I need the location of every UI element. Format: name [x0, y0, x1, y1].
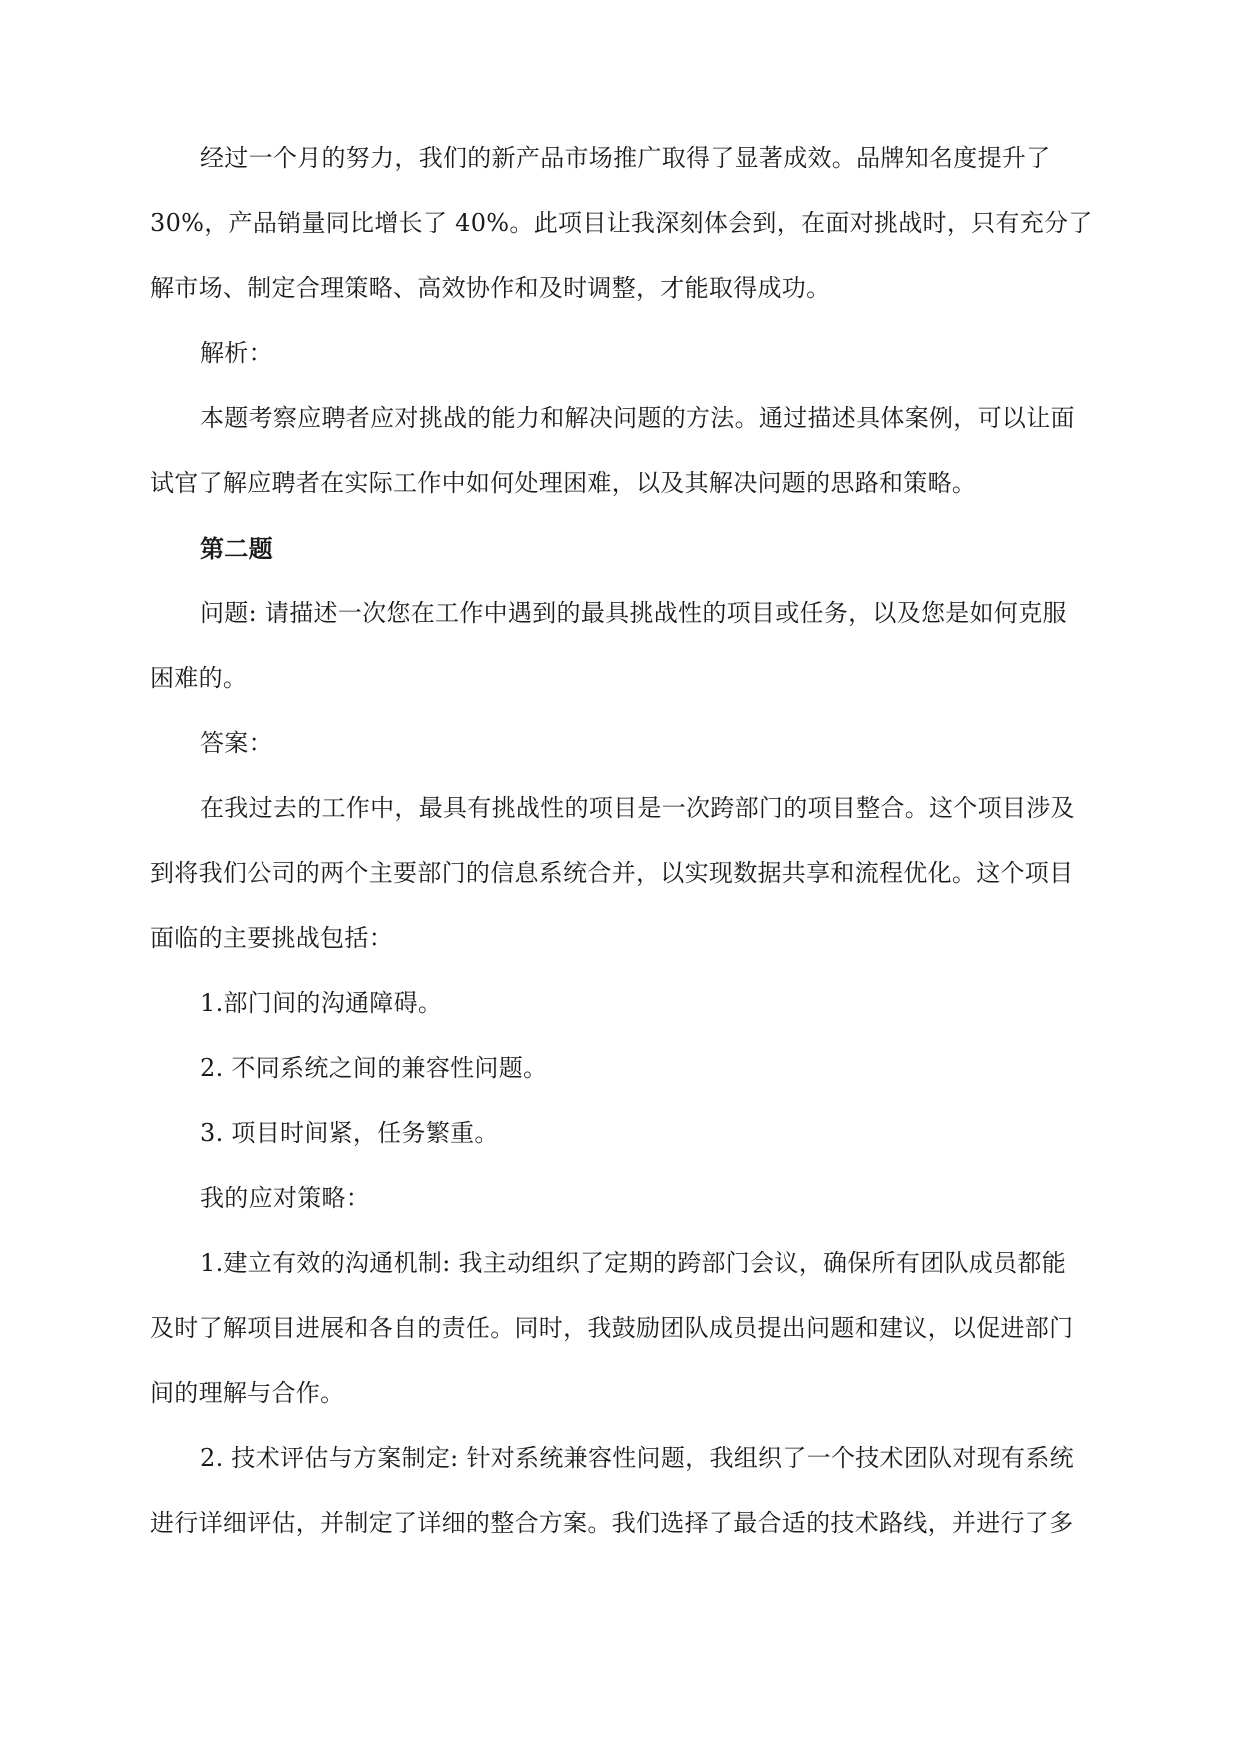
question-line: 问题: 请描述一次您在工作中遇到的最具挑战性的项目或任务，以及您是如何克服	[200, 599, 1067, 627]
paragraph-line: 30%，产品销量同比增长了 40%。此项目让我深刻体会到，在面对挑战时，只有充分了	[150, 209, 1093, 237]
question-heading: 第二题	[200, 534, 273, 563]
question-line: 困难的。	[150, 664, 248, 692]
section-label-analysis: 解析：	[200, 339, 273, 367]
list-item: 2. 不同系统之间的兼容性问题。	[200, 1054, 548, 1082]
paragraph-line: 进行详细评估，并制定了详细的整合方案。我们选择了最合适的技术路线，并进行了多	[150, 1509, 1074, 1537]
paragraph-line: 到将我们公司的两个主要部门的信息系统合并，以实现数据共享和流程优化。这个项目	[150, 859, 1074, 887]
paragraph-line: 试官了解应聘者在实际工作中如何处理困难，以及其解决问题的思路和策略。	[150, 469, 977, 497]
section-label-strategy: 我的应对策略：	[200, 1184, 371, 1212]
paragraph-line: 在我过去的工作中，最具有挑战性的项目是一次跨部门的项目整合。这个项目涉及	[200, 794, 1075, 822]
list-item: 1.部门间的沟通障碍。	[200, 989, 443, 1017]
list-item: 3. 项目时间紧，任务繁重。	[200, 1119, 499, 1147]
list-item: 2. 技术评估与方案制定: 针对系统兼容性问题，我组织了一个技术团队对现有系统	[200, 1444, 1074, 1472]
paragraph-line: 及时了解项目进展和各自的责任。同时，我鼓励团队成员提出问题和建议，以促进部门	[150, 1314, 1074, 1342]
paragraph-line: 面临的主要挑战包括：	[150, 924, 393, 952]
paragraph-line: 经过一个月的努力，我们的新产品市场推广取得了显著成效。品牌知名度提升了	[200, 144, 1051, 172]
list-item: 1.建立有效的沟通机制: 我主动组织了定期的跨部门会议，确保所有团队成员都能	[200, 1249, 1067, 1277]
section-label-answer: 答案：	[200, 729, 273, 757]
paragraph-line: 间的理解与合作。	[150, 1379, 345, 1407]
paragraph-line: 解市场、制定合理策略、高效协作和及时调整，才能取得成功。	[150, 274, 831, 302]
paragraph-line: 本题考察应聘者应对挑战的能力和解决问题的方法。通过描述具体案例，可以让面	[200, 404, 1075, 432]
document-page	[150, 142, 1094, 1572]
